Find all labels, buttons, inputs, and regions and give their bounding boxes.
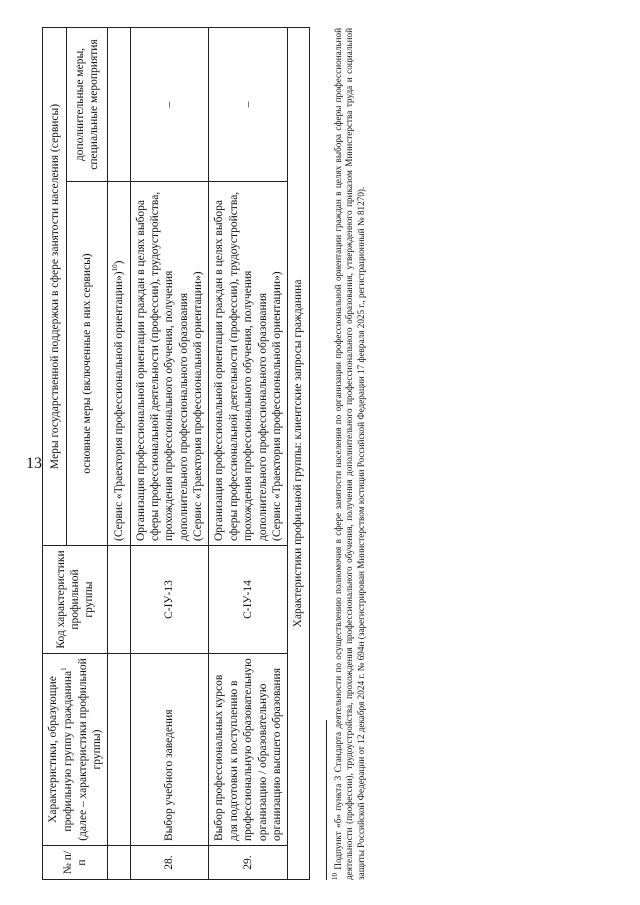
cell-num — [108, 846, 130, 880]
cell-main-measures — [130, 182, 209, 546]
measure-service: (Сервис «Траектория профессиональной ориентации») — [192, 271, 205, 541]
cell-code: С-IУ-13 — [130, 546, 209, 654]
cell-code: С-IУ-14 — [209, 546, 288, 654]
cell-code — [108, 546, 130, 654]
measures-table — [42, 27, 310, 880]
cell-additional-measures: – — [209, 28, 288, 182]
table-row-continuation — [108, 28, 130, 880]
col-header-additional-measures: дополнительные меры, специальные мероприятия — [67, 28, 108, 182]
footnote: $^{10}$ Подпункт «б» пункта 3 Стандарта деятельности по осуществлению полномочия в сфере занятости населения по организации профессиональной ориентации граждан в целях выбора сферы профессиональной деятельности (профессии), трудоустройства, прохождения профессионального обучения, получения дополнительного профессионального образования, утвержденного приказом Министерства труда и социальной защиты Российской Федерации от 12 декабря 2024 г. № 694н (зарегистрирован Министерством юстиции Российской Федерации 17 февраля 2025 г., регистрационный № 81270). — [330, 28, 366, 880]
cell-num: 29. — [209, 846, 288, 880]
table-row — [130, 28, 209, 880]
col-header-measures: Меры государственной поддержки в сфере занятости населения (сервисы) — [43, 28, 67, 546]
section-heading: Характеристики профильной группы: клиентские запросы гражданина — [288, 28, 309, 880]
cell-additional-measures — [108, 28, 130, 182]
cell-num: 28. — [130, 846, 209, 880]
cell-characteristic: Выбор учебного заведения — [130, 654, 209, 846]
cell-characteristic — [108, 654, 130, 846]
measure-text: Организация профессиональной ориентации граждан в целях выбора сферы профессиональной деятельности (профессии), трудоустройства, прохождения профессионального обучения, получения дополнительного профессионального образования — [213, 191, 269, 541]
col-header-main-measures: основные меры (включенные в них сервисы) — [67, 182, 108, 546]
col-header-number: № п/п — [43, 846, 108, 880]
header-row-1 — [43, 28, 67, 880]
section-row — [288, 28, 309, 880]
cell-main-measures: (Сервис «Траектория профессиональной ориентации»)$^{10}$) — [108, 182, 130, 546]
table-row — [209, 28, 288, 880]
measure-text: Организация профессиональной ориентации граждан в целях выбора сферы профессиональной деятельности (профессии), трудоустройства, прохождения профессионального обучения, получения дополнительного профессионального образования — [134, 191, 190, 541]
col-header-characteristics: Характеристики, образующие профильную группу гражданина$^1$ (далее – характеристики профильной группы) — [43, 654, 108, 846]
cell-additional-measures: – — [130, 28, 209, 182]
cell-main-measures — [209, 182, 288, 546]
col-header-code: Код характеристики профильной группы — [43, 546, 108, 654]
page-number: 13 — [26, 455, 42, 472]
measure-service: (Сервис «Траектория профессиональной ориентации») — [270, 271, 283, 541]
cell-characteristic: Выбор профессиональных курсов для подготовки к поступлению в профессиональную образовательную организацию / образовательную организацию высшего образования — [209, 654, 288, 846]
footnote-separator — [326, 720, 327, 880]
rotated-content — [42, 20, 562, 880]
